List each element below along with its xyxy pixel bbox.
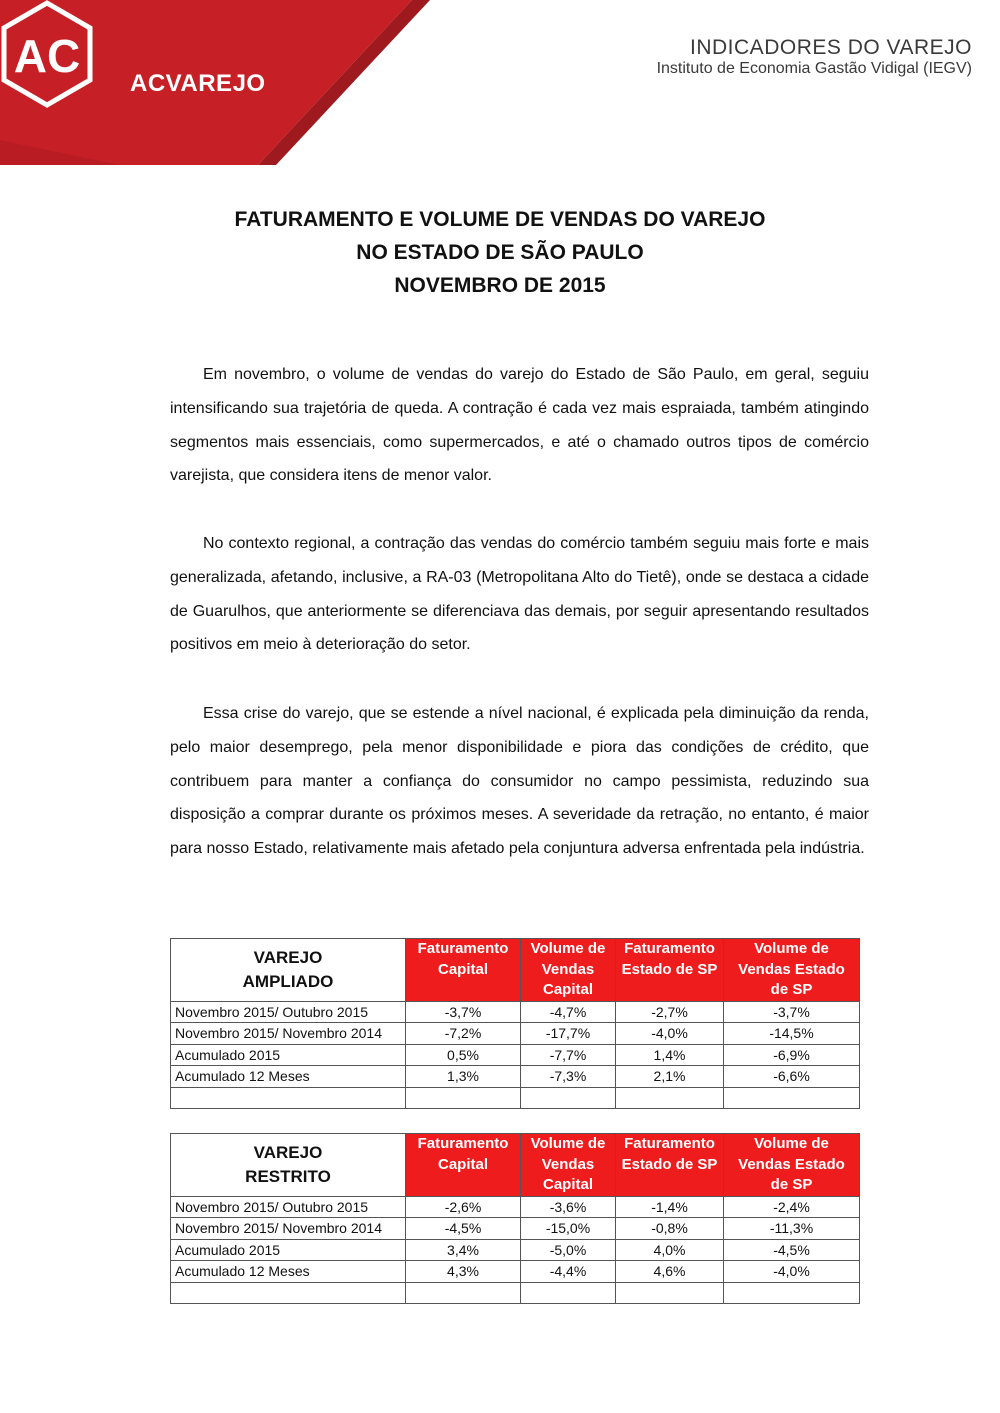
- row-label: Acumulado 2015: [171, 1239, 406, 1261]
- table-cell: -3,7%: [724, 1001, 860, 1023]
- empty-cell: [616, 1282, 724, 1303]
- paragraph-3: [170, 697, 869, 866]
- table-cell: 1,4%: [616, 1044, 724, 1066]
- column-header: Volume de Vendas Estado de SP: [724, 939, 860, 1002]
- column-header: Faturamento Estado de SP: [616, 939, 724, 1002]
- column-header: Faturamento Capital: [406, 939, 521, 1002]
- empty-cell: [724, 1282, 860, 1303]
- header-banner: [0, 0, 1000, 165]
- table-cell: 0,5%: [406, 1044, 521, 1066]
- table-row: [171, 1218, 860, 1240]
- header-title: INDICADORES DO VAREJO: [690, 36, 972, 59]
- empty-cell: [521, 1087, 616, 1108]
- table-varejo-ampliado: [170, 938, 860, 1109]
- table-cell: -17,7%: [521, 1023, 616, 1045]
- table-cell: -4,5%: [406, 1218, 521, 1240]
- table-cell: -11,3%: [724, 1218, 860, 1240]
- paragraph-2-text: No contexto regional, a contração das vendas do comércio também seguiu mais forte e mais generalizada, afetando, inclusive, a RA-03 (Metropolitana Alto do Tietê), onde se destaca a cidade de Guarulhos, que anteriormente se diferenciava das demais, por seguir apresentando resultados positivos em meio à deterioração do setor.: [170, 535, 869, 654]
- table-cell: -7,3%: [521, 1066, 616, 1088]
- table-varejo-restrito: [170, 1133, 860, 1304]
- row-label: Novembro 2015/ Novembro 2014: [171, 1023, 406, 1045]
- table-cell: -7,7%: [521, 1044, 616, 1066]
- paragraph-1: [170, 358, 869, 493]
- table-cell: -2,4%: [724, 1196, 860, 1218]
- table-cell: -4,0%: [616, 1023, 724, 1045]
- empty-cell: [521, 1282, 616, 1303]
- table-row: [171, 1066, 860, 1088]
- header-subtitle: Instituto de Economia Gastão Vidigal (IEGV): [656, 60, 972, 77]
- table-cell: 1,3%: [406, 1066, 521, 1088]
- column-header: Volume de Vendas Estado de SP: [724, 1134, 860, 1197]
- table-cell: -1,4%: [616, 1196, 724, 1218]
- table-cell: -7,2%: [406, 1023, 521, 1045]
- empty-cell: [406, 1087, 521, 1108]
- column-header: Faturamento Estado de SP: [616, 1134, 724, 1197]
- table-row: [171, 1239, 860, 1261]
- table-cell: -6,9%: [724, 1044, 860, 1066]
- table-header-row: [171, 1134, 860, 1197]
- brand-name: ACVAREJO: [130, 70, 266, 97]
- empty-cell: [171, 1282, 406, 1303]
- table-cell: 4,6%: [616, 1261, 724, 1283]
- row-label: Acumulado 2015: [171, 1044, 406, 1066]
- empty-cell: [724, 1087, 860, 1108]
- table-header-row: [171, 939, 860, 1002]
- table-cell: -2,6%: [406, 1196, 521, 1218]
- column-header: Volume de Vendas Capital: [521, 939, 616, 1002]
- table-row: [171, 1196, 860, 1218]
- paragraph-2: [170, 527, 869, 662]
- row-label: Acumulado 12 Meses: [171, 1261, 406, 1283]
- table-cell: -3,7%: [406, 1001, 521, 1023]
- table-cell: -4,7%: [521, 1001, 616, 1023]
- table-cell: -4,5%: [724, 1239, 860, 1261]
- column-header: Volume de Vendas Capital: [521, 1134, 616, 1197]
- row-label: Acumulado 12 Meses: [171, 1066, 406, 1088]
- table-cell: 3,4%: [406, 1239, 521, 1261]
- empty-cell: [406, 1282, 521, 1303]
- table-blank-row: [171, 1282, 860, 1303]
- empty-cell: [616, 1087, 724, 1108]
- title-line-1: FATURAMENTO E VOLUME DE VENDAS DO VAREJO: [234, 208, 766, 231]
- title-line-2: NO ESTADO DE SÃO PAULO: [356, 241, 644, 264]
- table-row: [171, 1261, 860, 1283]
- table-corner-label: [171, 1134, 406, 1197]
- table-cell: -4,4%: [521, 1261, 616, 1283]
- paragraph-1-text: Em novembro, o volume de vendas do varejo do Estado de São Paulo, em geral, seguiu intensificando sua trajetória de queda. A contração é cada vez mais espraiada, também atingindo segmentos mais essenciais, como supermercados, e até o chamado outros tipos de comércio varejista, que considera itens de menor valor.: [170, 366, 869, 485]
- ac-logo-icon: [0, 0, 94, 108]
- table-cell: -0,8%: [616, 1218, 724, 1240]
- table-cell: -6,6%: [724, 1066, 860, 1088]
- document-title: [0, 203, 1000, 302]
- paragraph-3-text: Essa crise do varejo, que se estende a nível nacional, é explicada pela diminuição da renda, pelo maior desemprego, pela menor disponibilidade e piora das condições de crédito, que contribuem para manter a confiança do consumidor no campo pessimista, reduzindo sua disposição a comprar durante os próximos meses. A severidade da retração, no entanto, é maior para nosso Estado, relativamente mais afetado pela conjuntura adversa enfrentada pela indústria.: [170, 705, 869, 858]
- table-cell: 4,3%: [406, 1261, 521, 1283]
- table-row: [171, 1001, 860, 1023]
- row-label: Novembro 2015/ Novembro 2014: [171, 1218, 406, 1240]
- table-cell: -15,0%: [521, 1218, 616, 1240]
- corner-line-2: RESTRITO: [245, 1166, 331, 1186]
- logo-letters: AC: [13, 30, 81, 82]
- empty-cell: [171, 1087, 406, 1108]
- table-corner-label: [171, 939, 406, 1002]
- column-header: Faturamento Capital: [406, 1134, 521, 1197]
- table-cell: -4,0%: [724, 1261, 860, 1283]
- table-cell: -5,0%: [521, 1239, 616, 1261]
- table-row: [171, 1023, 860, 1045]
- table-row: [171, 1044, 860, 1066]
- title-line-3: NOVEMBRO DE 2015: [394, 274, 606, 297]
- row-label: Novembro 2015/ Outubro 2015: [171, 1196, 406, 1218]
- corner-line-2: AMPLIADO: [242, 971, 334, 991]
- corner-line-1: VAREJO: [253, 1142, 323, 1162]
- table-cell: 2,1%: [616, 1066, 724, 1088]
- table-cell: -2,7%: [616, 1001, 724, 1023]
- row-label: Novembro 2015/ Outubro 2015: [171, 1001, 406, 1023]
- table-cell: 4,0%: [616, 1239, 724, 1261]
- table-cell: -3,6%: [521, 1196, 616, 1218]
- corner-line-1: VAREJO: [253, 947, 323, 967]
- table-cell: -14,5%: [724, 1023, 860, 1045]
- table-blank-row: [171, 1087, 860, 1108]
